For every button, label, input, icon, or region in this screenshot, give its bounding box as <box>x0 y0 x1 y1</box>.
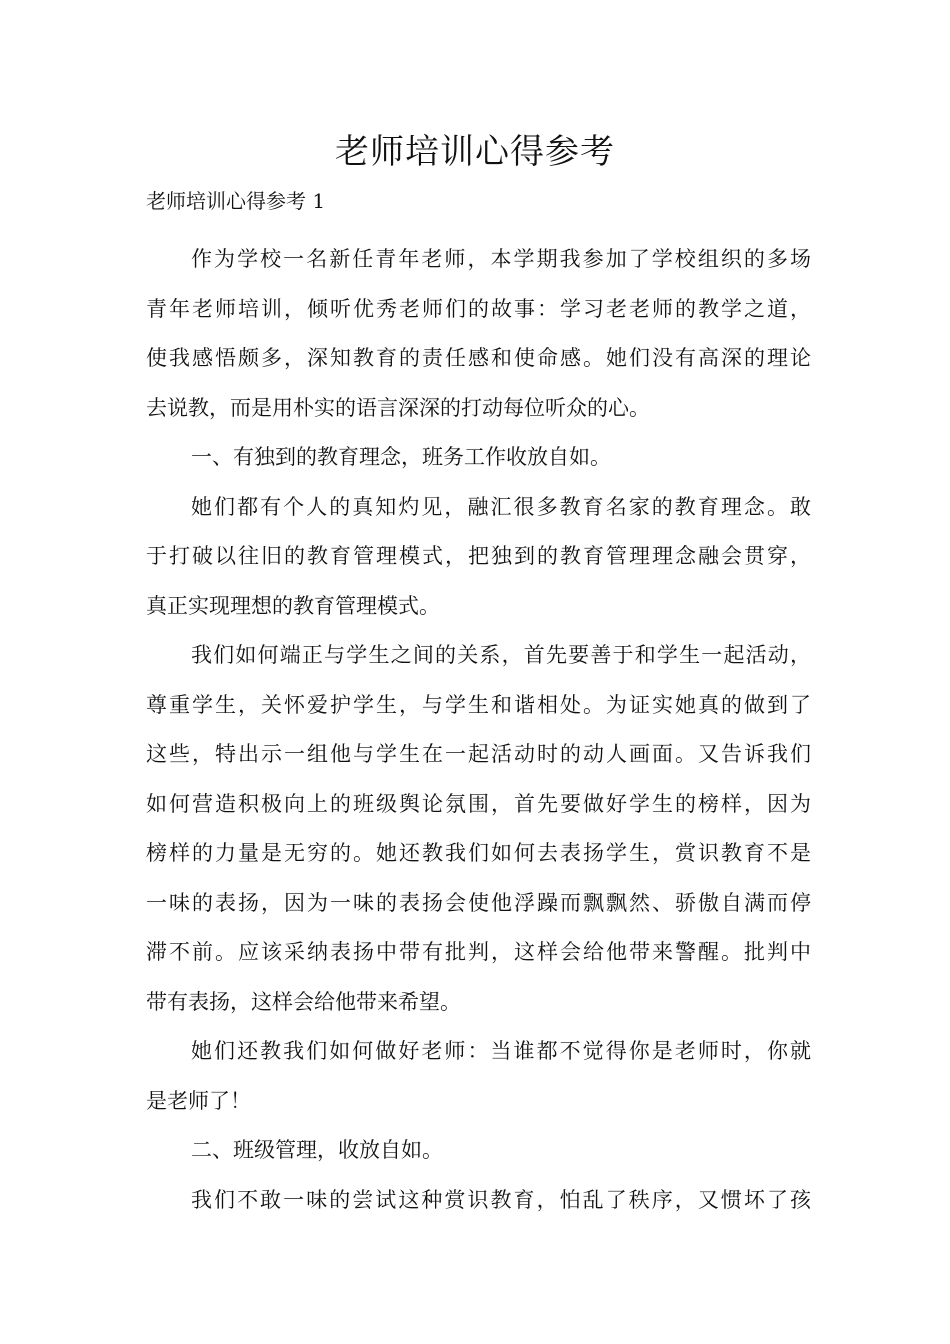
text-line: 去说教，而是用朴实的语言深深的打动每位听众的心。 <box>146 395 650 420</box>
text-line: 作为学校一名新任青年老师，本学期我参加了学校组织的多场 <box>191 247 811 271</box>
text-line: 榜样的力量是无穷的。她还教我们如何去表扬学生，赏识教育不是 <box>146 841 811 865</box>
text-line: 使我感悟颇多，深知教育的责任感和使命感。她们没有高深的理论 <box>146 346 811 370</box>
text-line: 她们都有个人的真知灼见，融汇很多教育名家的教育理念。敢 <box>191 494 811 519</box>
text-line: 带有表扬，这样会给他带来希望。 <box>146 989 461 1014</box>
text-line: 一味的表扬，因为一味的表扬会使他浮躁而飘飘然、骄傲自满而停 <box>146 890 811 915</box>
text-line: 青年老师培训，倾听优秀老师们的故事：学习老老师的教学之道， <box>146 296 811 321</box>
document-body <box>146 235 811 1225</box>
section-heading: 二、班级管理，收放自如。 <box>191 1138 443 1162</box>
text-line: 滞不前。应该采纳表扬中带有批判，这样会给他带来警醒。批判中 <box>146 940 811 964</box>
text-line: 她们还教我们如何做好老师：当谁都不觉得你是老师时，你就 <box>191 1039 811 1063</box>
text-line: 是老师了！ <box>146 1088 251 1113</box>
section-heading: 一、有独到的教育理念，班务工作收放自如。 <box>191 445 611 469</box>
text-line: 尊重学生，关怀爱护学生，与学生和谐相处。为证实她真的做到了 <box>146 692 811 717</box>
document-subtitle: 老师培训心得参考 1 <box>146 189 326 213</box>
text-line: 这些，特出示一组他与学生在一起活动时的动人画面。又告诉我们 <box>146 742 811 766</box>
text-line: 我们如何端正与学生之间的关系，首先要善于和学生一起活动， <box>191 643 811 667</box>
text-line: 于打破以往旧的教育管理模式，把独到的教育管理理念融会贯穿， <box>146 544 811 568</box>
text-line: 我们不敢一味的尝试这种赏识教育，怕乱了秩序，又惯坏了孩 <box>191 1187 811 1212</box>
text-line: 真正实现理想的教育管理模式。 <box>146 593 440 618</box>
document-title: 老师培训心得参考 <box>335 132 615 172</box>
text-line: 如何营造积极向上的班级舆论氛围，首先要做好学生的榜样，因为 <box>146 791 811 816</box>
